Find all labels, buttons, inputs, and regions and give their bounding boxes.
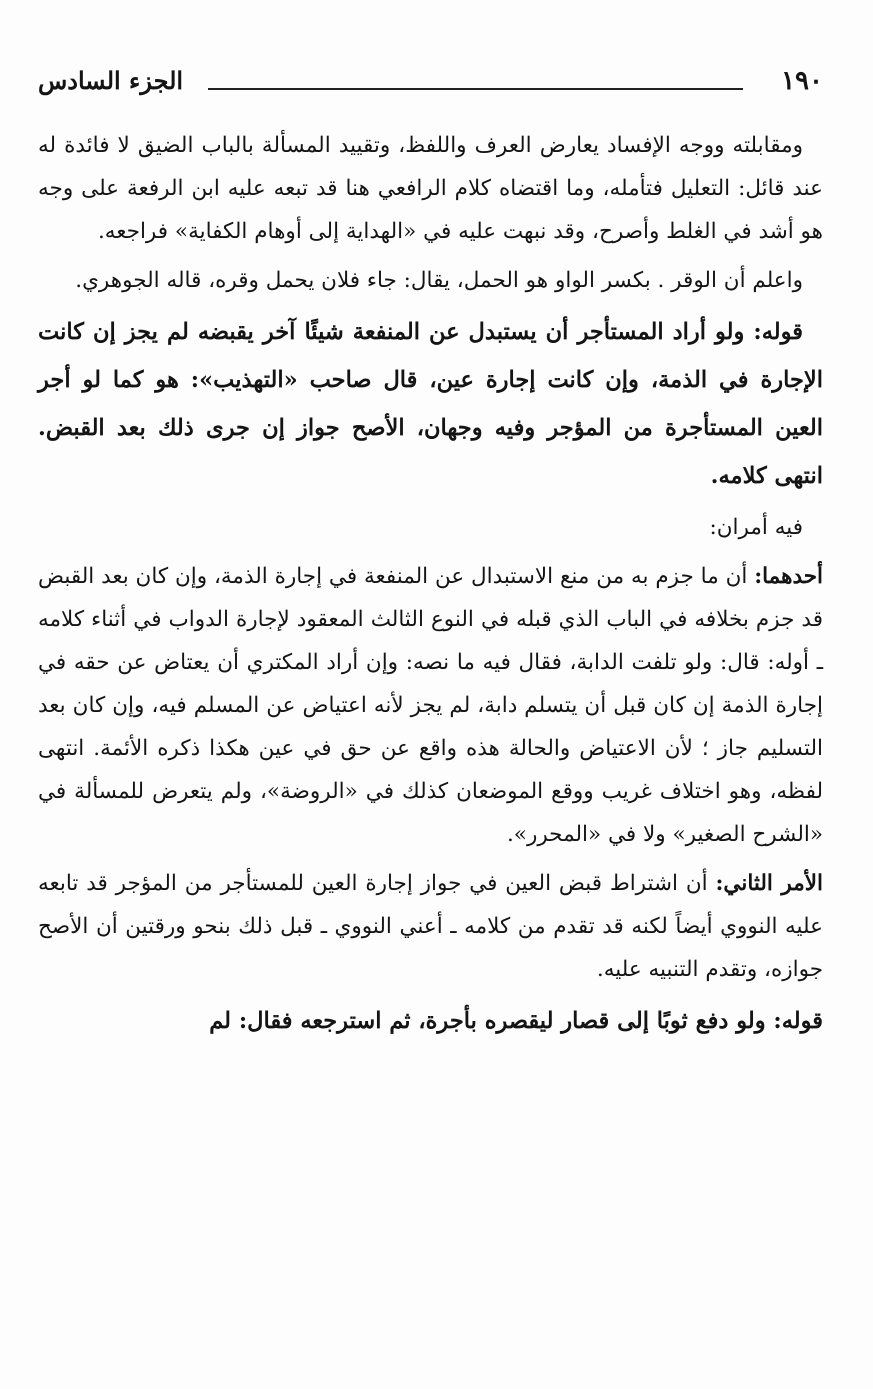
paragraph-text: ومقابلته ووجه الإفساد يعارض العرف واللفظ، وتقييد المسألة بالباب الضيق لا فائدة له عند قائل: التعليل فتأمله، وما اقتضاه كلام الرافعي هنا قد تبعه عليه ابن الرفعة على وجه هو أشد في الغلط وأصرح، وقد نبهت عليه في «الهداية إلى أوهام الكفاية» فراجعه. bbox=[38, 133, 823, 244]
quoted-paragraph bbox=[38, 997, 823, 1045]
body-text bbox=[38, 124, 823, 1045]
paragraph bbox=[38, 259, 823, 302]
paragraph-lead: الأمر الثاني: bbox=[715, 871, 823, 896]
paragraph bbox=[38, 506, 823, 549]
paragraph-text: واعلم أن الوقر . بكسر الواو هو الحمل، يقال: جاء فلان يحمل وقره، قاله الجوهري. bbox=[75, 268, 803, 293]
paragraph bbox=[38, 862, 823, 991]
paragraph-text: فيه أمران: bbox=[709, 515, 803, 540]
paragraph bbox=[38, 124, 823, 253]
paragraph-lead: أحدهما: bbox=[754, 564, 823, 589]
quoted-paragraph bbox=[38, 308, 823, 500]
page-header bbox=[38, 60, 823, 110]
paragraph-text: قوله: ولو دفع ثوبًا إلى قصار ليقصره بأجرة، ثم استرجعه فقال: لم bbox=[209, 1008, 823, 1034]
paragraph-text: أن ما جزم به من منع الاستبدال عن المنفعة في إجارة الذمة، وإن كان بعد القبض قد جزم بخلافه في الباب الذي قبله في النوع الثالث المعقود لإجارة الدواب في أثناء كلامه ـ أوله: قال: ولو تلفت الدابة، فقال فيه ما نصه: وإن أراد المكتري أن يعتاض عن حقه في إجارة الذمة إن كان قبل أن يتسلم دابة، لم يجز لأنه اعتياض عن المسلم فيه، وإن كان بعد التسليم جاز ؛ لأن الاعتياض والحالة هذه واقع عن حق في عين هكذا ذكره الأئمة. انتهى لفظه، وهو اختلاف غريب ووقع الموضعان كذلك في «الروضة»، ولم يتعرض للمسألة في «الشرح الصغير» ولا في «المحرر». bbox=[38, 564, 823, 847]
header-rule bbox=[208, 88, 743, 90]
page-number: ١٩٠ bbox=[781, 66, 823, 96]
paragraph-text: قوله: ولو أراد المستأجر أن يستبدل عن المنفعة شيئًا آخر يقبضه لم يجز إن كانت الإجارة في الذمة، وإن كانت إجارة عين، قال صاحب «التهذيب»: هو كما لو أجر العين المستأجرة من المؤجر وفيه وجهان، الأصح جواز إن جرى ذلك بعد القبض. انتهى كلامه. bbox=[38, 319, 823, 489]
paragraph bbox=[38, 555, 823, 856]
running-title: الجزء السادس bbox=[38, 66, 184, 95]
paragraph-text: أن اشتراط قبض العين في جواز إجارة العين للمستأجر من المؤجر قد تابعه عليه النووي أيضاً لكنه قد تقدم من كلامه ـ أعني النووي ـ قبل ذلك بنحو ورقتين أن الأصح جوازه، وتقدم التنبيه عليه. bbox=[38, 871, 823, 982]
